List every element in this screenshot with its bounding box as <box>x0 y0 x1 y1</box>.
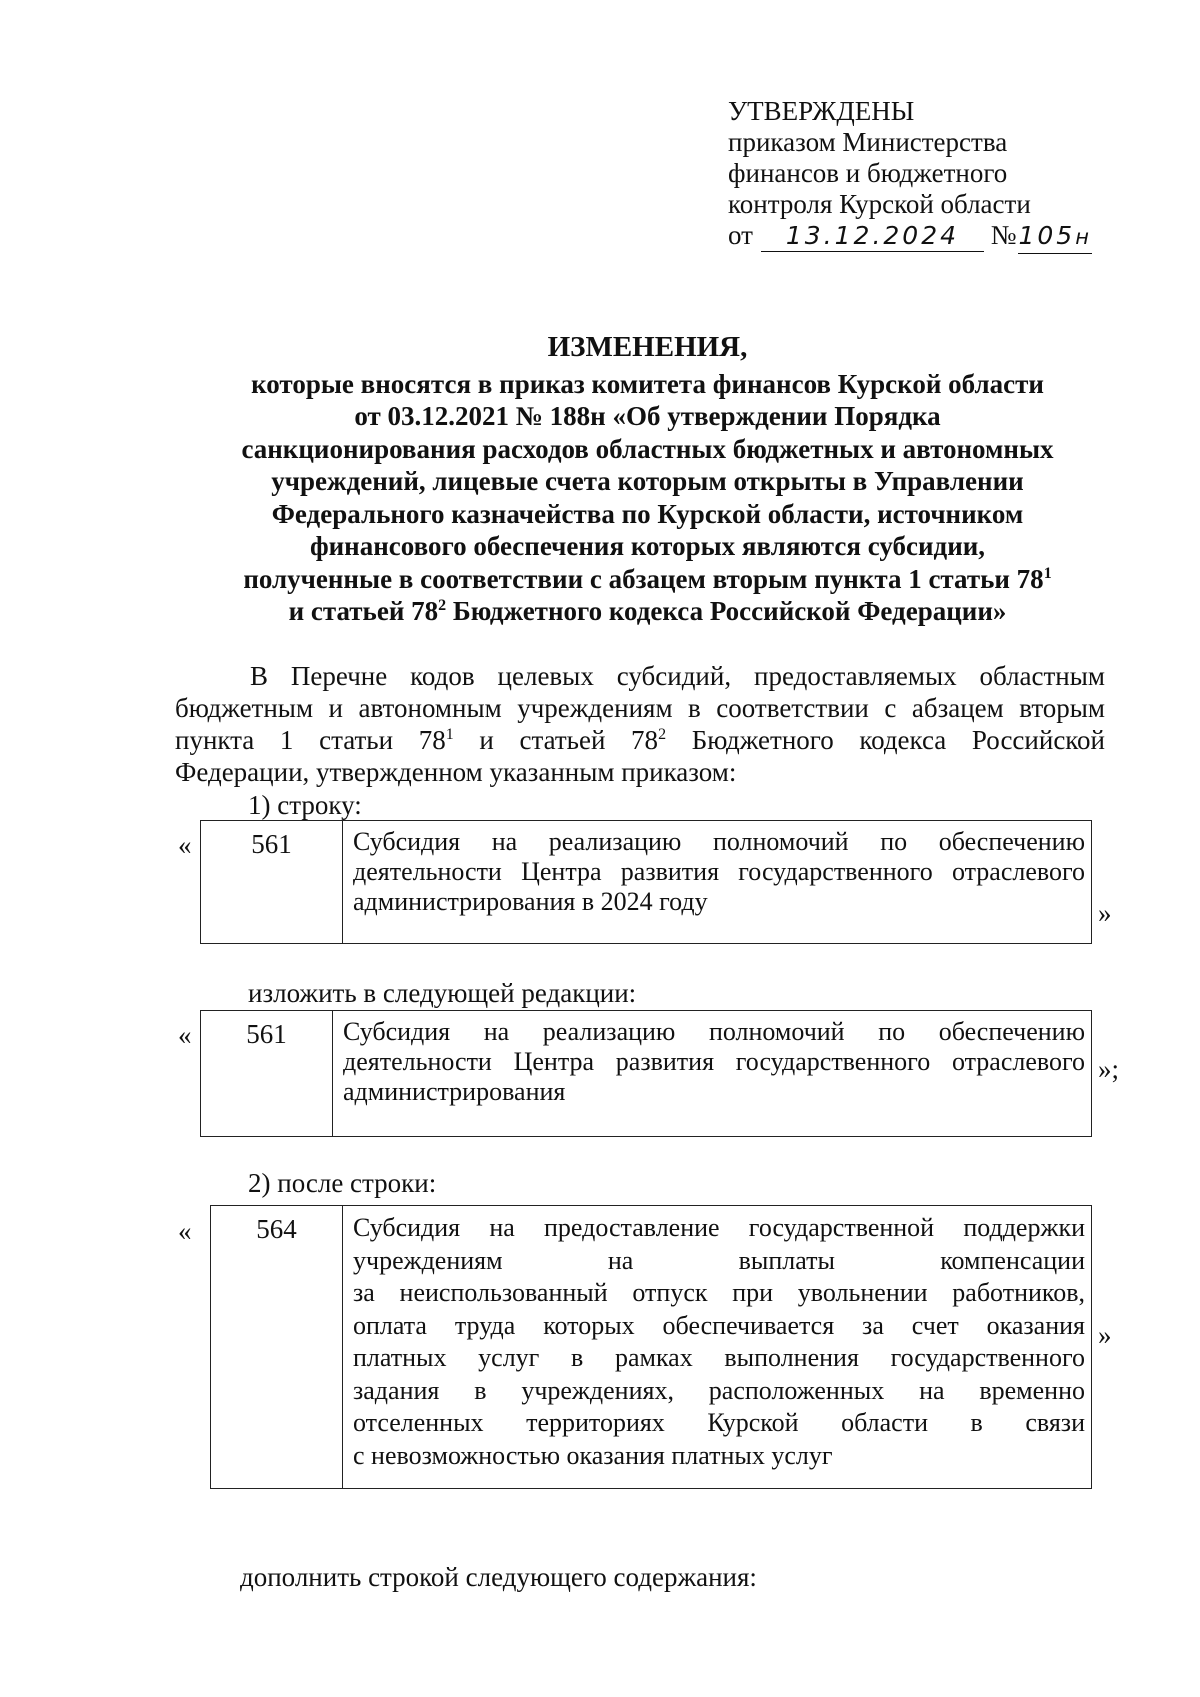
item1-new-label: изложить в следующей редакции: <box>248 978 637 1008</box>
superscript: 1 <box>1043 564 1052 582</box>
description-line: оплата труда которых обеспечивается за счет оказания <box>353 1310 1085 1340</box>
description-line: деятельности Центра развития государственного отраслевого <box>343 1047 1085 1076</box>
description-line: администрирования в 2024 году <box>353 887 708 916</box>
approval-block <box>728 96 1092 254</box>
item2-label: 2) после строки: <box>248 1168 437 1198</box>
open-quote: « <box>178 1020 192 1050</box>
heading-line: санкционирования расходов областных бюджетных и автономных <box>241 433 1054 464</box>
footer-text: дополнить строкой следующего содержания: <box>240 1562 757 1592</box>
approval-line-3: финансов и бюджетного <box>728 158 1008 188</box>
table-row-after <box>210 1205 1092 1489</box>
row-code: 561 <box>201 1011 333 1136</box>
document-heading <box>170 331 1125 628</box>
paragraph-line <box>175 724 1105 756</box>
approval-date-line <box>728 220 1092 254</box>
approval-line-2: приказом Министерства <box>728 127 1008 157</box>
close-quote: »; <box>1098 1054 1120 1084</box>
order-number <box>1018 220 1091 254</box>
description-line: с невозможностью оказания платных услуг <box>353 1440 833 1470</box>
heading-line: которые вносятся в приказ комитета финансов Курской области <box>251 368 1044 399</box>
handwritten-number: 105 <box>1018 221 1076 250</box>
row-code: 564 <box>211 1206 343 1488</box>
description-line: Субсидия на реализацию полномочий по обеспечению <box>343 1017 1085 1046</box>
row-description <box>343 821 1091 943</box>
heading-line: Федерального казначейства по Курской области, источником <box>271 498 1024 529</box>
item1-label: 1) строку: <box>248 790 362 820</box>
description-line: платных услуг в рамках выполнения государственного <box>353 1343 1085 1372</box>
description-line: отселенных территориях Курской области в связи <box>353 1408 1085 1437</box>
heading-line: учреждений, лицевые счета которым открыты в Управлении <box>271 466 1024 496</box>
table-row-original <box>200 820 1092 944</box>
heading-line <box>170 563 1125 596</box>
superscript: 2 <box>438 597 447 614</box>
description-line: Субсидия на реализацию полномочий по обеспечению <box>353 827 1085 856</box>
heading-line <box>170 595 1125 628</box>
handwritten-date: 13.12.2024 <box>761 220 984 252</box>
number-suffix: н <box>1075 225 1092 249</box>
heading-title: ИЗМЕНЕНИЯ, <box>547 331 748 363</box>
row-code: 561 <box>201 821 343 943</box>
approval-line-4: контроля Курской области <box>728 189 1031 219</box>
heading-line-text: Бюджетного кодекса Российской Федерации» <box>446 596 1007 626</box>
description-line: задания в учреждениях, расположенных на временно <box>353 1375 1085 1405</box>
open-quote: « <box>178 1216 192 1246</box>
close-quote: » <box>1098 898 1112 928</box>
close-quote: » <box>1098 1320 1112 1350</box>
superscript: 2 <box>658 726 667 743</box>
table-row-new <box>200 1010 1092 1137</box>
paragraph-line: Федерации, утвержденном указанным приказом: <box>175 757 737 787</box>
paragraph-line: бюджетным и автономным учреждениям в соответствии с абзацем вторым <box>175 693 1105 723</box>
row-description <box>343 1206 1091 1488</box>
paragraph-text: и статьей 78 <box>453 725 659 755</box>
description-line: учреждениям на выплаты компенсации <box>353 1245 1085 1275</box>
date-prefix: от <box>728 220 753 250</box>
description-line: администрирования <box>343 1077 566 1106</box>
intro-paragraph <box>175 660 1105 788</box>
description-line: деятельности Центра развития государственного отраслевого <box>353 857 1085 886</box>
approval-title: УТВЕРЖДЕНЫ <box>728 96 915 126</box>
open-quote: « <box>178 830 192 860</box>
superscript: 1 <box>445 726 454 743</box>
row-description <box>333 1011 1091 1136</box>
description-line: за неиспользованный отпуск при увольнении работников, <box>353 1278 1085 1307</box>
number-prefix: № <box>990 220 1017 250</box>
heading-line: финансового обеспечения которых являются субсидии, <box>309 531 986 561</box>
paragraph-text: Бюджетного кодекса Российской <box>666 725 1105 755</box>
paragraph-text: пункта 1 статьи 78 <box>175 725 446 755</box>
heading-line: от 03.12.2021 № 188н «Об утверждении Порядка <box>354 401 941 431</box>
heading-line-text: и статьей 78 <box>288 596 439 626</box>
heading-line-text: полученные в соответствии с абзацем вторым пункта 1 статьи 78 <box>243 563 1044 594</box>
paragraph-line: В Перечне кодов целевых субсидий, предоставляемых областным <box>250 661 1105 691</box>
description-line: Субсидия на предоставление государственной поддержки <box>353 1213 1085 1242</box>
